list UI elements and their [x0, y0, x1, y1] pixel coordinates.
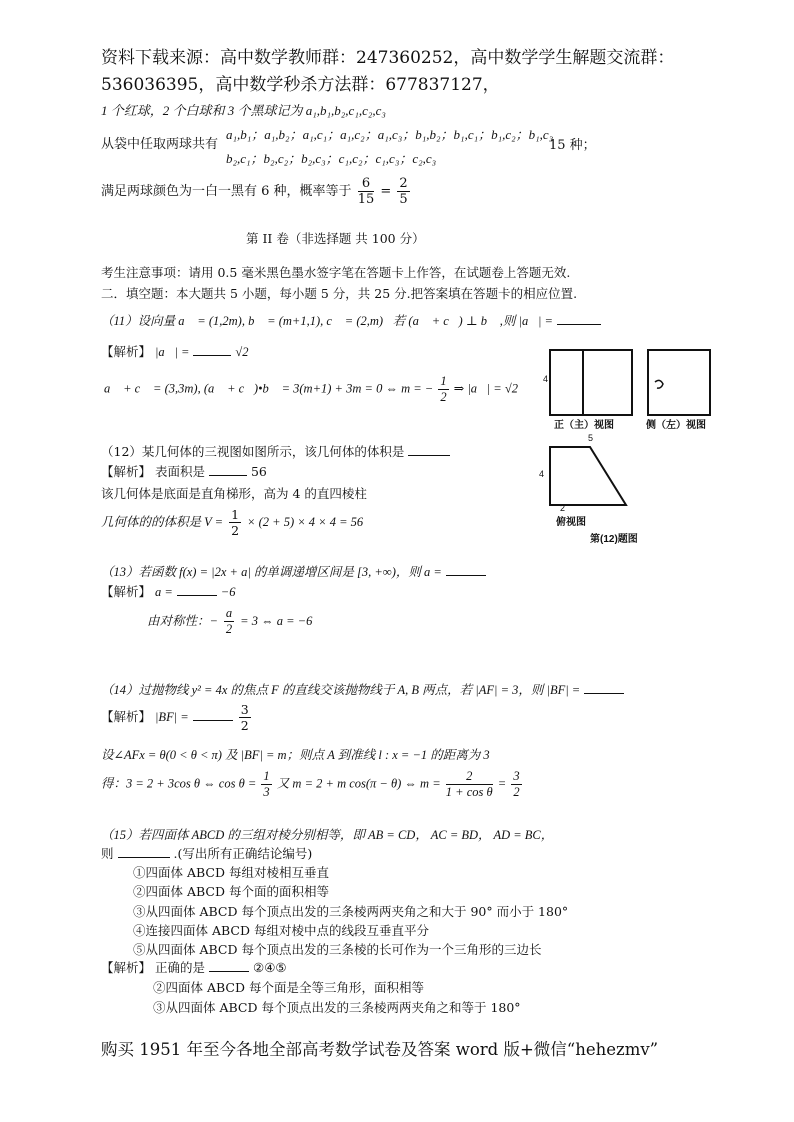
q15-question: （15）若四面体 ABCD 的三组对棱分别相等，即 AB = CD， AC = BD， AD = BC，: [101, 828, 554, 842]
q15-then-suffix: .(写出所有正确结论编号): [173, 846, 313, 861]
fraction-1-2: [229, 507, 241, 538]
dim-bottom: 2: [560, 503, 566, 513]
q13-question-text: （13）若函数 f(x) = |2x + a| 的单调递增区间是 [3, +∞)，则 a =: [101, 565, 442, 579]
q14-explain-line-2: [101, 769, 524, 800]
frac-num: 1: [231, 507, 240, 522]
answer-value: 56: [250, 464, 267, 479]
fraction-3-2: [511, 769, 521, 800]
q11-question: [101, 311, 601, 329]
answer-value: −6: [220, 585, 236, 599]
q12-volume-suffix: × (2 + 5) × 4 × 4 = 56: [247, 515, 364, 529]
answer-lhs: |a⃗| =: [155, 345, 190, 359]
frac-den: 3: [263, 785, 270, 799]
frac-den: 2: [225, 622, 233, 636]
answer-label: 【解析】: [101, 960, 152, 975]
frac-num: 2: [399, 176, 408, 191]
frac-den: 2: [231, 523, 240, 538]
prev-solution-line-1: 1 个红球，2 个白球和 3 个黑球记为 a₁,b₁,b₂,c₁,c₂,c₃: [101, 103, 386, 118]
answer-label: 【解析】: [101, 464, 152, 479]
answer-blank: [193, 720, 233, 721]
fraction-3-2: [239, 702, 251, 733]
frac-num: 2: [446, 769, 493, 785]
frac-num: 3: [513, 769, 520, 783]
side-view-label: 侧（左）视图: [646, 420, 706, 431]
equals-sign: =: [380, 184, 392, 199]
frac-den: 5: [399, 192, 408, 207]
q14-line2-b: 又 m = 2 + m cos(π − θ) ⇔ m =: [276, 776, 441, 791]
q14-line2-c: =: [497, 776, 507, 791]
answer-blank: [446, 575, 486, 576]
q11-work-part-2: ⇒ |a⃗| = √2: [453, 381, 518, 396]
prev-solution-pick-prefix: 从袋中任取两球共有: [101, 137, 219, 152]
frac-den: 15: [357, 192, 375, 207]
q13-work: [147, 606, 312, 637]
top-view-label: 俯视图: [556, 517, 586, 528]
front-view: [543, 350, 632, 415]
dim-front: 4: [543, 374, 549, 384]
q13-question: [101, 562, 486, 580]
dim-top: 5: [588, 433, 594, 443]
figure-caption: 第(12)题图: [590, 534, 638, 545]
front-view-label: 正（主）视图: [554, 420, 614, 431]
answer-blank: [193, 355, 231, 356]
q15-explain-1: ②四面体 ABCD 每个面是全等三角形，面积相等: [153, 980, 424, 995]
q12-explain-line-2: [101, 507, 363, 538]
q15-option-2: ②四面体 ABCD 每个面的面积相等: [133, 884, 329, 899]
answer-blank: [118, 857, 170, 858]
answer-blank: [557, 324, 601, 325]
frac-den: 2: [440, 390, 447, 404]
frac-den: 2: [513, 785, 520, 799]
frac-num: 1: [440, 374, 447, 388]
answer-blank: [408, 455, 450, 456]
q15-answer: [101, 958, 287, 976]
q15-explain-2: ③从四面体 ABCD 每个顶点出发的三条棱两两夹角之和等于 180°: [153, 1000, 521, 1015]
answer-blank: [209, 971, 249, 972]
q11-work: [104, 374, 518, 405]
frac-den: 1 + cos θ: [445, 785, 493, 799]
answer-label: 【解析】: [101, 584, 152, 599]
header-line-1: 资料下载来源：高中数学教师群：247360252，高中数学学生解题交流群：: [101, 48, 675, 68]
fraction-a-2: [224, 606, 234, 637]
q11-question-text: （11）设向量 a⃗ = (1,2m), b⃗ = (m+1,1), c⃗ = (2,m)，若 (a⃗ + c⃗) ⊥ b⃗ ,则 |a⃗| =: [101, 314, 553, 328]
three-view-figure: [536, 342, 720, 552]
answer-lhs: |BF| =: [155, 710, 189, 724]
q12-explain-line-1: 该几何体是底面是直角梯形，高为 4 的直四棱柱: [101, 486, 367, 501]
q14-question: [101, 680, 624, 698]
answer-blank: [584, 693, 624, 694]
q13-work-suffix: = 3 ⇔ a = −6: [240, 614, 313, 628]
q12-question-text: （12）某几何体的三视图如图所示，该几何体的体积是: [101, 444, 405, 459]
prev-solution-pick-suffix: 15 种；: [549, 138, 596, 153]
top-view: [539, 433, 626, 513]
part2-title: 第 II 卷（非选择题 共 100 分）: [246, 231, 425, 246]
q12-answer: [101, 462, 267, 480]
answer-blank: [177, 595, 217, 596]
q15-option-5: ⑤从四面体 ABCD 每个顶点出发的三条棱的长可作为一个三角形的三边长: [133, 942, 542, 957]
q14-explain-line-1: 设∠AFx = θ(0 < θ < π) 及 |BF| = m；则点 A 到准线 l : x = −1 的距离为 3: [101, 748, 490, 762]
probability-text: 满足两球颜色为一白一黑有 6 种，概率等于: [101, 184, 352, 199]
fraction-6-15: [358, 176, 375, 207]
dim-left: 4: [539, 469, 545, 479]
q15-option-1: ①四面体 ABCD 每组对棱相互垂直: [133, 865, 329, 880]
header-line-2: 536036395，高中数学秒杀方法群：677837127，: [101, 75, 500, 95]
frac-num: 6: [358, 176, 375, 192]
side-view: [648, 350, 710, 415]
q12-volume-prefix: 几何体的的体积是 V =: [101, 515, 224, 529]
q13-answer: [101, 582, 235, 600]
frac-num: a: [225, 606, 233, 620]
prev-solution-probability: [101, 176, 412, 207]
answer-value: ②④⑤: [252, 960, 287, 975]
answer-label: 【解析】: [101, 344, 152, 359]
answer-lhs: 表面积是: [155, 464, 206, 479]
q12-question: [101, 442, 450, 460]
fraction-1-2: [438, 374, 448, 405]
notice: 考生注意事项：请用 0.5 毫米黑色墨水签字笔在答题卡上作答，在试题卷上答题无效.: [101, 265, 571, 280]
q14-line2-a: 得：3 = 2 + 3cos θ ⇔ cos θ =: [101, 776, 257, 791]
answer-value: √2: [235, 345, 249, 359]
fraction-1-3: [261, 769, 271, 800]
frac-num: 1: [263, 769, 270, 783]
q15-then-prefix: 则: [101, 846, 114, 861]
frac-num: 3: [240, 702, 249, 717]
q11-answer: [101, 342, 249, 360]
q11-work-part-1: a⃗ + c⃗ = (3,3m), (a⃗ + c⃗)•b⃗ = 3(m+1) + 3m = 0 ⇔ m = −: [104, 381, 434, 396]
section-title: 二．填空题：本大题共 5 小题，每小题 5 分，共 25 分.把答案填在答题卡的相应位置.: [101, 286, 578, 301]
q15-option-4: ④连接四面体 ABCD 每组对棱中点的线段互垂直平分: [133, 923, 429, 938]
q14-answer: [101, 702, 253, 733]
q14-question-text: （14）过抛物线 y² = 4x 的焦点 F 的直线交该抛物线于 A, B 两点，若 |AF| = 3，则 |BF| =: [101, 683, 581, 697]
q13-work-prefix: 由对称性：−: [147, 614, 218, 628]
answer-lhs: 正确的是: [155, 960, 206, 975]
prev-solution-pairs-row-1: a₁,b₁；a₁,b₂；a₁,c₁；a₁,c₂；a₁,c₃；b₁,b₂；b₁,c₁；b₁,c₂；b₁,c₃: [226, 127, 554, 142]
prev-solution-pairs-row-2: b₂,c₁；b₂,c₂；b₂,c₃；c₁,c₂；c₁,c₃；c₂,c₃: [226, 151, 437, 166]
answer-blank: [209, 475, 247, 476]
answer-label: 【解析】: [101, 709, 152, 724]
fraction-2-over-1-plus-cos: [446, 769, 493, 800]
frac-den: 2: [240, 718, 249, 733]
q15-then: [101, 844, 312, 862]
answer-lhs: a =: [155, 585, 173, 599]
footer: 购买 1951 年至今各地全部高考数学试卷及答案 word 版+微信“hehezmv”: [101, 1040, 659, 1059]
fraction-2-5: [397, 176, 409, 207]
q15-option-3: ③从四面体 ABCD 每个顶点出发的三条棱两两夹角之和大于 90° 而小于 180°: [133, 904, 569, 919]
